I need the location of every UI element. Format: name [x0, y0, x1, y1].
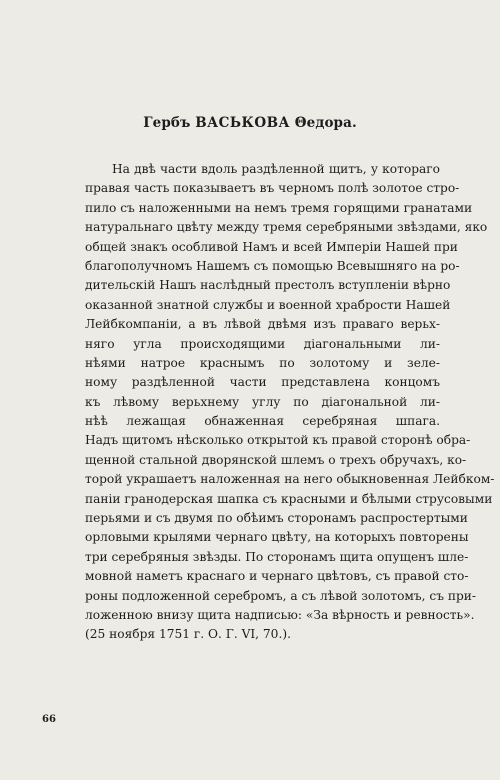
body-line: паніи гранодерская шапка съ красными и бѣлыми струсовыми: [85, 491, 493, 506]
title-surname: ВАСЬКОВА: [195, 115, 290, 131]
title-given-name: Θедора.: [290, 115, 357, 131]
body-line: ложенною внизу щита надписью: «За вѣрность и ревность».: [85, 607, 475, 622]
body-line: няго угла происходящими діагональными ли-: [85, 336, 440, 351]
body-line: пило съ наложенными на немъ тремя горящими гранатами: [85, 200, 473, 215]
body-line: перьями и съ двумя по обѣимъ сторонамъ распростертыми: [85, 511, 468, 526]
body-line: мовной наметъ краснаго и чернаго цвѣтовъ, съ правой сто-: [85, 569, 469, 584]
body-text: [85, 160, 495, 645]
body-line: Лейбкомпаніи, а въ лѣвой двѣмя изъ праваго верьх-: [85, 317, 440, 332]
body-line: къ лѣвому верьхнему углу по діагональной ли-: [85, 394, 440, 409]
body-line: торой украшаетъ наложенная на него обыкновенная Лейбком-: [85, 472, 495, 487]
title-prefix: Гербъ: [143, 115, 196, 131]
body-line: нѣями натрое краснымъ по золотому и зеле-: [85, 355, 440, 370]
body-line: оказанной знатной службы и военной храбрости Нашей: [85, 297, 451, 312]
body-line: общей знакъ особливой Намъ и всей Имперіи Нашей при: [85, 239, 458, 254]
body-line: На двѣ части вдоль раздѣленной щитъ, у котораго: [112, 162, 440, 176]
body-line: три серебряныя звѣзды. По сторонамъ щита опущенъ шле-: [85, 549, 469, 564]
body-line: роны подложенной серебромъ, а съ лѣвой золотомъ, съ при-: [85, 588, 477, 603]
page-title: [0, 117, 500, 131]
body-line: Надъ щитомъ нѣсколько открытой къ правой сторонѣ обра-: [85, 433, 471, 448]
page-number: 66: [42, 714, 56, 725]
body-line: дительскій Нашъ наслѣдный престолъ вступленіи вѣрно: [85, 278, 451, 293]
body-line: правая часть показываетъ въ черномъ полѣ золотое стро-: [85, 181, 460, 196]
body-line: (25 ноября 1751 г. О. Г. VI, 70.).: [85, 627, 291, 642]
body-line: щенной стальной дворянской шлемъ о трехъ обручахъ, ко-: [85, 452, 467, 467]
body-line: благополучномъ Нашемъ съ помощью Всевышняго на ро-: [85, 258, 460, 273]
body-line: орловыми крылями чернаго цвѣту, на которыхъ повторены: [85, 530, 469, 545]
body-line: ному раздѣленной части представлена концомъ: [85, 375, 440, 390]
body-line: натуральнаго цвѣту между тремя серебряными звѣздами, яко: [85, 220, 488, 235]
body-line: нѣѣ лежащая обнаженная серебряная шпага.: [85, 414, 440, 429]
